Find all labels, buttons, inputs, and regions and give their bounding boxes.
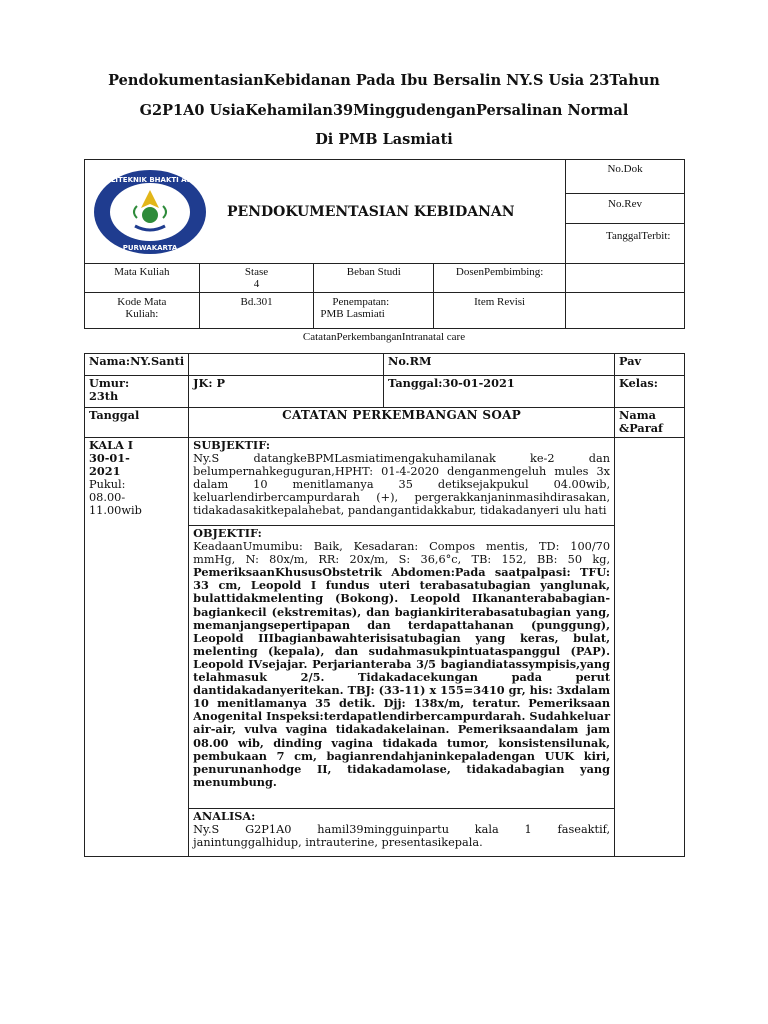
jk-cell <box>189 376 384 408</box>
document-title-line-2: G2P1A0 UsiaKehamilan39MinggudenganPersalinan Normal <box>139 102 629 119</box>
kode-value: Bd.301 <box>240 296 273 308</box>
kode-value-cell <box>199 293 314 329</box>
kala-line-4: Pukul: <box>89 478 126 492</box>
objektif-anogenital-text: terdapatlendirbercampurdarah. Sudahkeluar air-air, vulva vagina tidakadakelainan. Pemeriksaandalam jam 08.00 wib, dinding vagina tidakada tumor, konsistensilunak, pembukaan 7 cm, bagianrendahjaninkepaladengan UUK kiri, penurunanhodge II, tidakadamolase, tidakadabagian yang menumbung. <box>193 709 611 789</box>
objektif-heading: OBJEKTIF: <box>193 526 262 540</box>
item-revisi-value-cell <box>566 293 685 329</box>
soap-header-tanggal <box>85 408 189 438</box>
tanggal-value: Tanggal:30-01-2021 <box>388 376 515 390</box>
stase-value: 4 <box>253 278 260 290</box>
kode-label-line-1: Kode Mata <box>117 296 167 308</box>
penempatan-value: PMB Lasmiati <box>320 308 385 320</box>
tanggal-terbit-label: TanggalTerbit: <box>606 230 671 242</box>
no-dok-label: No.Dok <box>607 163 643 175</box>
logo-ring-bottom-text: PURWAKARTA <box>122 243 178 252</box>
patient-name-spacer <box>189 354 384 376</box>
no-rev-label: No.Rev <box>608 198 642 210</box>
analisa-heading: ANALISA: <box>193 809 256 823</box>
kala-line-5: 08.00- <box>89 491 126 505</box>
kelas-label: Kelas: <box>619 376 658 390</box>
mata-kuliah-label: Mata Kuliah <box>114 266 170 278</box>
penempatan-label: Penempatan: <box>332 296 390 308</box>
no-rm-cell <box>384 354 615 376</box>
patient-name: Nama:NY.Santi <box>89 354 185 368</box>
soap-header-nama-label: Nama <box>619 408 656 422</box>
dosen-label: DosenPembimbing: <box>455 266 544 278</box>
analisa-text: Ny.S G2P1A0 hamil39mingguinpartu kala 1 faseaktif, janintunggalhidup, intrauterine, presentasikepala. <box>193 823 611 850</box>
soap-table <box>84 353 685 857</box>
header-table <box>84 159 685 329</box>
subjektif-heading: SUBJEKTIF: <box>193 438 270 452</box>
stase-label: Stase <box>244 266 269 278</box>
objektif-pemeriksaan-khusus-heading: PemeriksaanKhususObstetrik Abdomen: <box>193 565 455 580</box>
pav-cell <box>615 354 685 376</box>
header-logo-cell <box>85 160 566 264</box>
kode-label-line-2: Kuliah: <box>125 308 159 320</box>
dosen-cell <box>434 264 566 293</box>
objektif-anogenital-heading: Pemeriksaan Anogenital Inspeksi: <box>193 696 611 724</box>
kelas-cell <box>615 376 685 408</box>
soap-header-paraf <box>615 408 685 438</box>
kala-cell <box>85 438 189 857</box>
soap-header-paraf-label: &Paraf <box>619 421 663 436</box>
mata-kuliah-cell <box>85 264 200 293</box>
kala-line-3: 2021 <box>89 464 121 479</box>
paraf-cell <box>615 438 685 857</box>
tanggal-terbit-cell <box>566 224 685 264</box>
umur-label: Umur: <box>89 376 130 390</box>
header-main-title: PENDOKUMENTASIAN KEBIDANAN <box>227 203 515 220</box>
umur-cell <box>85 376 189 408</box>
no-rm-label: No.RM <box>388 354 432 368</box>
logo-ring-top-text: POLITEKNIK BHAKTI ASIH <box>99 175 201 184</box>
beban-studi-cell <box>314 264 434 293</box>
kala-line-1: KALA I <box>89 438 134 452</box>
objektif-pemeriksaan-khusus-text: Pada saatpalpasi: TFU: 33 cm, Leopold I fundus uteri terabasatubagian yanglunak, bulattidakmelenting (Bokong). Leopold IIkananterababagian-bagiankecil (ekstremitas), dan bagiankiriterabasatubagian yang, memanjangsepertipapan dan terdapattahanan (punggung), Leopold IIIbagianbawahterisisatubagian yang keras, bulat, melenting (kepala), dan sudahmasukpintuataspanggul (PAP). Leopold IVsejajar. Perjarianteraba 3/5 bagiandiatassympisis,yang telahmasuk 2/5. Tidakadacekungan pada perut dantidakadanyeritekan. TBJ: (33-11) x 155=3410 gr, his: 3xdalam 10 menitlamanya 35 detik. Djj: 138x/m, teratur. <box>193 565 611 711</box>
objektif-keadaan-umum: KeadaanUmumibu: Baik, Kesadaran: Compos mentis, TD: 100/70 mmHg, N: 80x/m, RR: 20x/m, S: 36,6°c, TB: 152, BB: 50 kg, <box>193 540 611 567</box>
college-logo-icon <box>91 168 209 256</box>
subjektif-section <box>189 438 615 526</box>
document-title-line-1: PendokumentasianKebidanan Pada Ibu Bersalin NY.S Usia 23Tahun <box>108 72 660 89</box>
dosen-value-cell <box>566 264 685 293</box>
objektif-section <box>189 526 615 809</box>
table-caption: CatatanPerkembanganIntranatal care <box>302 331 466 343</box>
subjektif-text: Ny.S datangkeBPMLasmiatimengakuhamilanak ke-2 dan belumpernahkeguguran,HPHT: 01-4-2020 denganmengeluh mules 3x dalam 10 menitlamanya 35 detiksejakpukul 04.00wib, keluarlendirbercampurdarah (+), pergerakkanjaninmasihdirasakan, tidakadasakitkepalahebat, pandangantidakkabur, tidakadanyeri ulu hati <box>193 452 611 518</box>
no-dok-cell <box>566 160 685 194</box>
soap-header-catatan <box>189 408 615 438</box>
pav-label: Pav <box>619 354 642 368</box>
kala-line-2: 30-01- <box>89 451 130 466</box>
penempatan-cell <box>314 293 434 329</box>
item-revisi-cell <box>434 293 566 329</box>
kala-line-6: 11.00wib <box>89 504 142 518</box>
jk-value: JK: P <box>193 376 225 390</box>
kode-mata-kuliah-cell <box>85 293 200 329</box>
tanggal-cell <box>384 376 615 408</box>
patient-name-cell <box>85 354 189 376</box>
item-revisi-label: Item Revisi <box>474 296 526 308</box>
document-title-line-3: Di PMB Lasmiati <box>315 131 453 148</box>
soap-header-catatan-label: CATATAN PERKEMBANGAN SOAP <box>282 408 522 422</box>
beban-studi-label: Beban Studi <box>346 266 401 278</box>
no-rev-cell <box>566 194 685 224</box>
stase-cell <box>199 264 314 293</box>
umur-value: 23th <box>89 389 119 404</box>
soap-header-tanggal-label: Tanggal <box>89 408 140 422</box>
analisa-section <box>189 809 615 857</box>
